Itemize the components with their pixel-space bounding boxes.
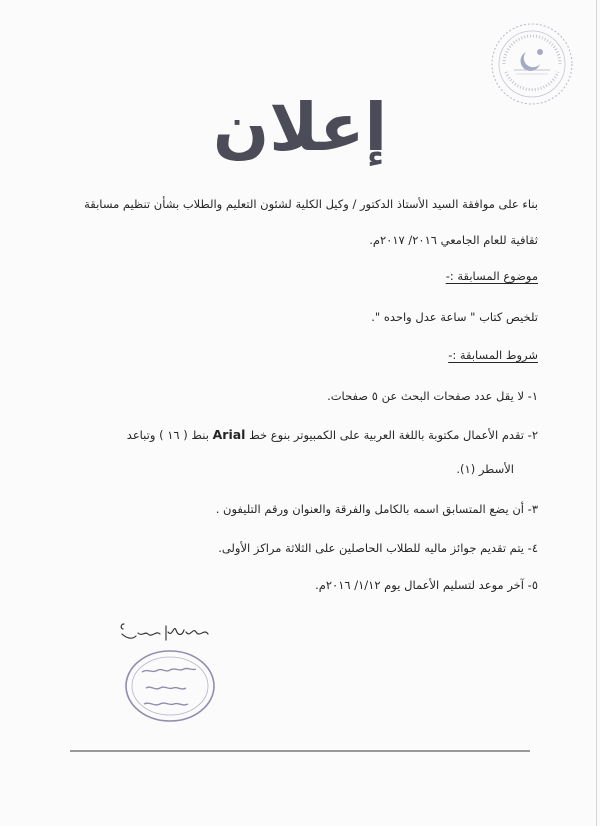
page-title: إعلان — [212, 89, 388, 166]
condition-number: ١- — [527, 389, 538, 403]
condition-text: آخر موعد لتسليم الأعمال يوم ١/١٢/ ٢٠١٦م. — [315, 578, 524, 592]
footer-divider — [70, 750, 530, 752]
condition-item-2 — [127, 427, 538, 443]
condition-number: ٣- — [527, 502, 538, 516]
font-name: Arial — [212, 427, 246, 442]
condition-text: يتم تقديم جوائز ماليه للطلاب الحاصلين على الثلاثة مراكز الأولى. — [218, 541, 524, 555]
condition-number: ٢- — [527, 428, 538, 442]
intro-line-1: بناء على موافقة السيد الأستاذ الدكتور / وكيل الكلية لشئون التعليم والطلاب بشأن تنظيم مسابقة — [84, 197, 538, 211]
condition-text: بنط ( ١٦ ) وتباعد — [126, 428, 209, 442]
condition-number: ٤- — [527, 541, 538, 555]
conditions-heading: شروط المسابقة :- — [448, 348, 538, 362]
condition-number: ٥- — [527, 578, 538, 592]
condition-text: أن يضع المتسابق اسمه بالكامل والفرقة والعنوان ورقم التليفون . — [215, 502, 524, 516]
condition-text: لا يقل عدد صفحات البحث عن ٥ صفحات. — [327, 389, 524, 403]
topic-text: تلخيص كتاب " ساعة عدل واحده ". — [371, 310, 538, 324]
official-stamp-icon — [124, 648, 216, 724]
condition-text: تقدم الأعمال مكتوبة باللغة العربية على الكمبيوتر بنوع خط — [249, 428, 524, 442]
condition-item-2-continuation: الأسطر (١). — [456, 462, 514, 476]
intro-line-2: ثقافية للعام الجامعي ٢٠١٦/ ٢٠١٧م. — [369, 233, 538, 247]
university-seal-icon — [490, 22, 574, 106]
condition-item-3 — [216, 502, 538, 517]
topic-heading: موضوع المسابقة :- — [445, 269, 538, 283]
condition-item-5 — [315, 578, 538, 593]
page-edge — [596, 0, 597, 826]
condition-item-1 — [327, 389, 538, 404]
condition-item-4 — [218, 541, 538, 556]
